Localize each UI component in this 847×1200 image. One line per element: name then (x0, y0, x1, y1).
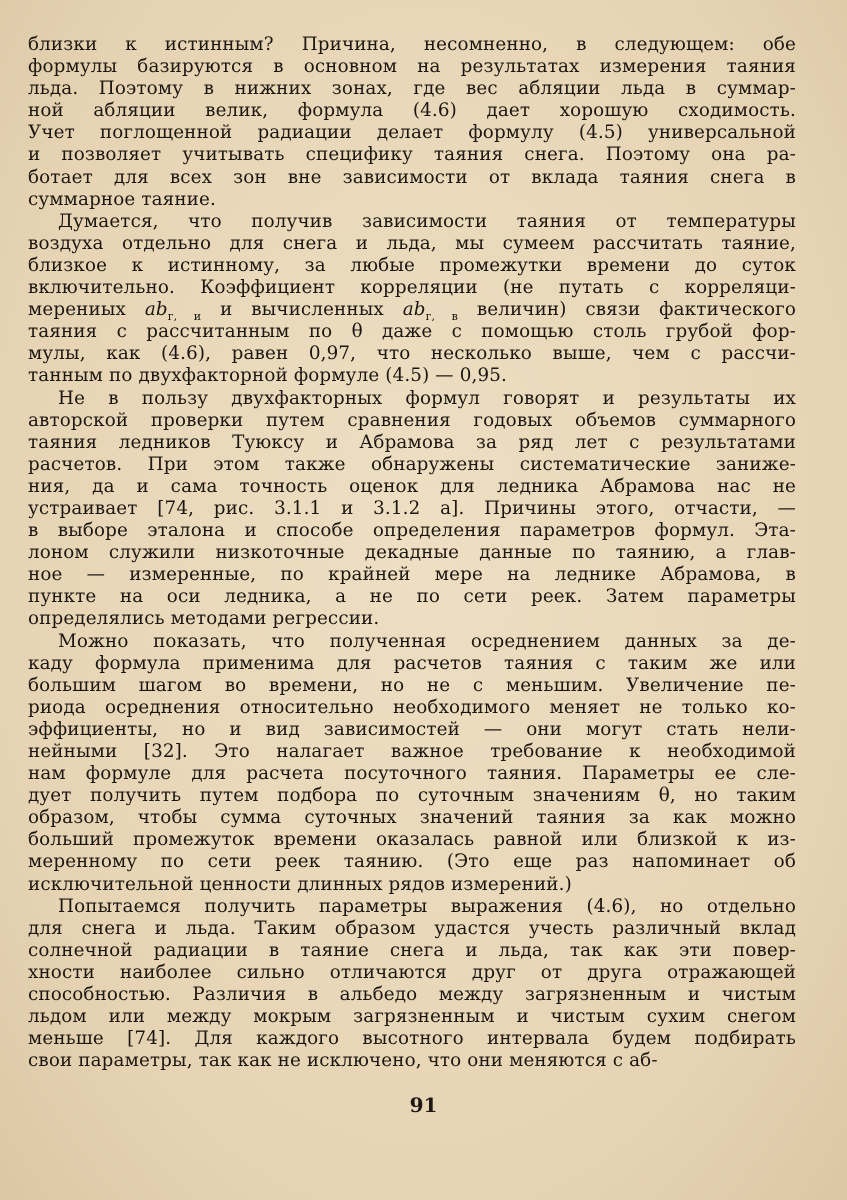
text-line: ния, да и сама точность оценок для ледника Абрамова нас не (28, 475, 796, 497)
text-line: хности наиболее сильно отличаются друг от друга отражающей (28, 961, 796, 983)
paragraph (28, 388, 796, 631)
text-line: определялись методами регрессии. (28, 608, 380, 630)
subscript: г, и (167, 310, 202, 324)
text-line: больший промежуток времени оказалась равной или близкой к из- (28, 829, 796, 851)
text-line: способностью. Различия в альбедо между загрязненным и чистым (28, 984, 796, 1006)
text-line: льдом или между мокрым загрязненным и чистым сухим снегом (28, 1006, 796, 1028)
text-line: воздуха отдельно для снега и льда, мы сумеем рассчитать таяние, (28, 232, 796, 254)
text-line: дует получить путем подбора по суточным значениям θ, но таким (28, 785, 796, 807)
text-line: в выборе эталона и способе определения параметров формул. Эта- (28, 520, 796, 542)
text-fragment: величин) связи фактического (458, 299, 796, 321)
paragraph (28, 631, 796, 896)
text-line: таяния ледников Туюксу и Абрамова за ряд лет с результатами (28, 431, 796, 453)
body-text (28, 34, 796, 1072)
text-line: риода осреднения относительно необходимого меняет не только ко- (28, 696, 796, 718)
text-line: лоном служили низкоточные декадные данные по таянию, а глав- (28, 542, 796, 564)
text-line: Не в пользу двухфакторных формул говорят и результаты их (58, 387, 796, 409)
text-line: эффициенты, но и вид зависимостей — они могут стать нели- (28, 718, 796, 740)
text-line: авторской проверки путем сравнения годовых объемов суммарного (28, 409, 796, 431)
text-line: ное — измеренные, по крайней мере на леднике Абрамова, в (28, 564, 796, 586)
text-line: исключительной ценности длинных рядов измерений.) (28, 873, 572, 895)
paragraph (28, 896, 796, 1073)
symbol: ab (402, 299, 426, 321)
text-line: Попытаемся получить параметры выражения (4.6), но отдельно (58, 895, 796, 917)
paragraph (28, 211, 796, 388)
text-line: свои параметры, так как не исключено, что они меняются с аб- (28, 1050, 658, 1072)
page-number: 91 (409, 1093, 438, 1117)
text-line: ной абляции велик, формула (4.6) дает хорошую сходимость. (28, 100, 796, 122)
text-line: образом, чтобы сумма суточных значений таяния за как можно (28, 807, 796, 829)
text-line: включительно. Коэффициент корреляции (не путать с корреляци- (28, 277, 796, 299)
text-line (28, 299, 796, 324)
text-line: льда. Поэтому в нижних зонах, где вес абляции льда в суммар- (28, 78, 796, 100)
text-line: устраивает [74, рис. 3.1.1 и 3.1.2 а]. Причины этого, отчасти, — (28, 497, 796, 519)
text-line: пункте на оси ледника, а не по сети реек. Затем параметры (28, 586, 796, 608)
text-line: ботает для всех зон вне зависимости от вклада таяния снега в (28, 166, 796, 188)
text-line: суммарное таяние. (28, 188, 216, 210)
text-line: близки к истинным? Причина, несомненно, в следующем: обе (28, 34, 796, 55)
text-line: расчетов. При этом также обнаружены систематические занижe- (28, 453, 796, 475)
symbol: ab (144, 299, 168, 321)
text-line: Учет поглощенной радиации делает формулу (4.5) универсальной (28, 122, 796, 144)
text-line: Думается, что получив зависимости таяния от температуры (58, 210, 796, 232)
text-line: таяния с рассчитанным по θ даже с помощью столь грубой фор- (28, 321, 796, 343)
text-line: танным по двухфакторной формуле (4.5) — 0,95. (28, 365, 507, 387)
text-line: и позволяет учитывать специфику таяния снега. Поэтому она ра- (28, 144, 796, 166)
text-line: каду формула применима для расчетов таяния с таким же или (28, 652, 796, 674)
text-line: нам формуле для расчета посуточного таяния. Параметры ее сле- (28, 763, 796, 785)
text-line: близкое к истинному, за любые промежутки времени до суток (28, 254, 796, 276)
text-line: мулы, как (4.6), равен 0,97, что несколько выше, чем с рассчи- (28, 343, 796, 365)
text-line: меньше [74]. Для каждого высотного интервала будем подбирать (28, 1028, 796, 1050)
text-fragment: и вычисленных (201, 299, 403, 321)
text-line: солнечной радиации в таяние снега и льда, так как эти повер- (28, 939, 796, 961)
text-fragment: мерениых (28, 299, 145, 321)
subscript: г, в (425, 310, 459, 324)
text-line: большим шагом во времени, но не с меньшим. Увеличение пе- (28, 674, 796, 696)
paragraph (28, 34, 796, 211)
text-line: меренному по сети реек таянию. (Это еще раз напоминает об (28, 851, 796, 873)
text-line: нейными [32]. Это налагает важное требование к необходимой (28, 741, 796, 762)
text-line: формулы базируются в основном на результатах измерения таяния (28, 56, 796, 78)
text-line: Можно показать, что полученная осреднением данных за де- (58, 630, 796, 652)
text-line: для снега и льда. Таким образом удастся учесть различный вклад (28, 917, 796, 939)
